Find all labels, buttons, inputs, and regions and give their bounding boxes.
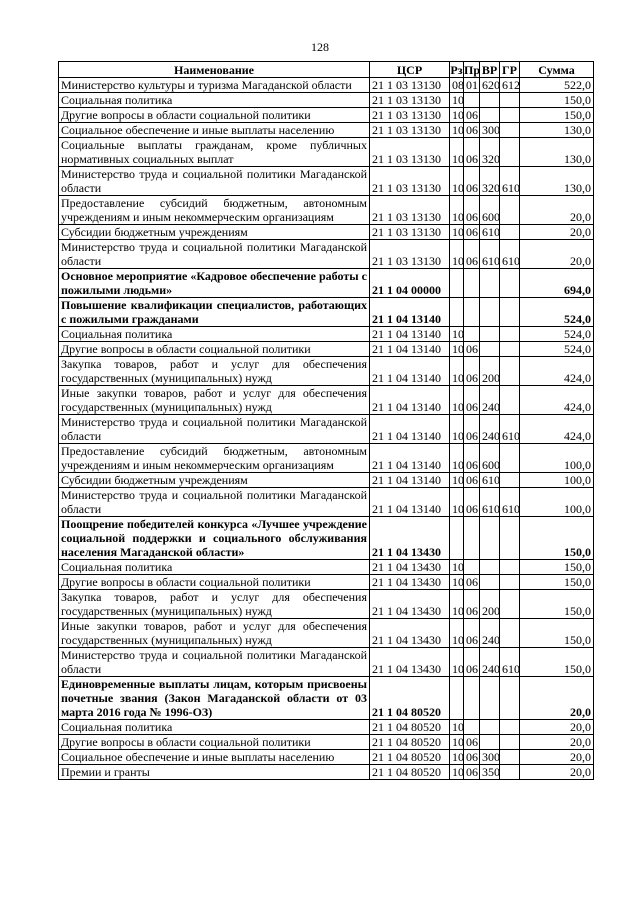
cell-gr [500, 342, 520, 357]
cell-sum: 150,0 [520, 648, 594, 677]
cell-pr [464, 327, 480, 342]
cell-pr: 06 [464, 108, 480, 123]
cell-gr [500, 575, 520, 590]
cell-pr [464, 93, 480, 108]
cell-name: Закупка товаров, работ и услуг для обеспечения государственных (муниципальных) нужд [59, 590, 370, 619]
cell-name: Социальная политика [59, 327, 370, 342]
cell-gr [500, 225, 520, 240]
cell-pr: 06 [464, 123, 480, 138]
cell-name: Другие вопросы в области социальной политики [59, 342, 370, 357]
cell-vr [480, 269, 500, 298]
cell-vr: 320 [480, 138, 500, 167]
cell-vr [480, 575, 500, 590]
cell-vr: 200 [480, 590, 500, 619]
cell-sum: 424,0 [520, 386, 594, 415]
table-row [59, 138, 594, 167]
cell-sum: 130,0 [520, 167, 594, 196]
cell-rz: 10 [450, 735, 464, 750]
cell-name: Повышение квалификации специалистов, работающих с пожилыми гражданами [59, 298, 370, 327]
cell-vr [480, 677, 500, 720]
cell-csr: 21 1 04 13430 [370, 648, 450, 677]
page-number: 128 [311, 40, 329, 54]
cell-rz: 10 [450, 444, 464, 473]
cell-vr: 200 [480, 357, 500, 386]
cell-gr [500, 619, 520, 648]
table-row [59, 78, 594, 93]
cell-name: Другие вопросы в области социальной политики [59, 735, 370, 750]
cell-pr: 06 [464, 415, 480, 444]
cell-rz: 10 [450, 108, 464, 123]
cell-name: Закупка товаров, работ и услуг для обеспечения государственных (муниципальных) нужд [59, 357, 370, 386]
cell-gr [500, 517, 520, 560]
cell-vr [480, 298, 500, 327]
cell-sum: 20,0 [520, 225, 594, 240]
cell-vr: 600 [480, 196, 500, 225]
cell-pr [464, 720, 480, 735]
header-csr: ЦСР [370, 62, 450, 78]
cell-pr: 01 [464, 78, 480, 93]
cell-gr [500, 750, 520, 765]
cell-name: Иные закупки товаров, работ и услуг для обеспечения государственных (муниципальных) нужд [59, 619, 370, 648]
header-rz: Рз [450, 62, 463, 77]
cell-sum: 150,0 [520, 517, 594, 560]
cell-pr [464, 298, 480, 327]
cell-vr: 300 [480, 123, 500, 138]
cell-csr: 21 1 04 13430 [370, 619, 450, 648]
cell-pr [464, 560, 480, 575]
cell-name: Министерство труда и социальной политики Магаданской области [59, 240, 370, 269]
table-row [59, 357, 594, 386]
table-row [59, 488, 594, 517]
cell-vr: 610 [480, 488, 500, 517]
header-sum: Сумма [520, 62, 594, 78]
cell-rz: 10 [450, 488, 464, 517]
cell-name: Социальные выплаты гражданам, кроме публичных нормативных социальных выплат [59, 138, 370, 167]
table-row [59, 590, 594, 619]
cell-sum: 20,0 [520, 677, 594, 720]
cell-rz: 10 [450, 720, 464, 735]
table-row [59, 298, 594, 327]
cell-sum: 20,0 [520, 196, 594, 225]
cell-sum: 524,0 [520, 327, 594, 342]
cell-csr: 21 1 04 13140 [370, 444, 450, 473]
cell-sum: 130,0 [520, 123, 594, 138]
cell-sum: 100,0 [520, 444, 594, 473]
header-name: Наименование [59, 62, 370, 78]
table-row [59, 196, 594, 225]
cell-pr [464, 677, 480, 720]
cell-gr [500, 123, 520, 138]
cell-sum: 522,0 [520, 78, 594, 93]
cell-pr: 06 [464, 386, 480, 415]
cell-rz: 10 [450, 415, 464, 444]
cell-rz: 10 [450, 357, 464, 386]
cell-name: Министерство труда и социальной политики Магаданской области [59, 488, 370, 517]
cell-pr: 06 [464, 357, 480, 386]
cell-csr: 21 1 04 13140 [370, 473, 450, 488]
cell-csr: 21 1 03 13130 [370, 225, 450, 240]
cell-rz [450, 298, 464, 327]
cell-vr [480, 342, 500, 357]
table-row [59, 415, 594, 444]
cell-gr [500, 357, 520, 386]
cell-pr: 06 [464, 225, 480, 240]
cell-vr: 610 [480, 473, 500, 488]
cell-gr [500, 473, 520, 488]
cell-rz: 08 [450, 78, 464, 93]
cell-pr: 06 [464, 196, 480, 225]
cell-sum: 100,0 [520, 488, 594, 517]
cell-pr [464, 269, 480, 298]
cell-rz: 10 [450, 225, 464, 240]
header-gr: ГР [500, 62, 520, 78]
cell-pr: 06 [464, 648, 480, 677]
cell-csr: 21 1 04 13140 [370, 386, 450, 415]
cell-vr [480, 735, 500, 750]
cell-sum: 20,0 [520, 720, 594, 735]
table-row [59, 444, 594, 473]
cell-sum: 694,0 [520, 269, 594, 298]
cell-gr [500, 560, 520, 575]
table-row [59, 327, 594, 342]
table-body [59, 78, 594, 780]
cell-sum: 100,0 [520, 473, 594, 488]
cell-vr: 320 [480, 167, 500, 196]
table-row [59, 648, 594, 677]
cell-sum: 150,0 [520, 590, 594, 619]
cell-csr: 21 1 03 13130 [370, 93, 450, 108]
cell-csr: 21 1 04 00000 [370, 269, 450, 298]
cell-pr: 06 [464, 619, 480, 648]
cell-csr: 21 1 03 13130 [370, 108, 450, 123]
cell-gr: 612 [500, 78, 520, 93]
cell-name: Другие вопросы в области социальной политики [59, 108, 370, 123]
table-header-row [59, 62, 594, 78]
cell-sum: 130,0 [520, 138, 594, 167]
table-row [59, 473, 594, 488]
cell-vr: 240 [480, 415, 500, 444]
cell-vr [480, 108, 500, 123]
cell-vr [480, 517, 500, 560]
cell-pr: 06 [464, 590, 480, 619]
cell-sum: 150,0 [520, 575, 594, 590]
table-row [59, 517, 594, 560]
cell-name: Министерство труда и социальной политики Магаданской области [59, 648, 370, 677]
cell-name: Социальная политика [59, 93, 370, 108]
cell-name: Министерство труда и социальной политики Магаданской области [59, 167, 370, 196]
cell-sum: 20,0 [520, 735, 594, 750]
cell-gr [500, 735, 520, 750]
cell-vr: 240 [480, 648, 500, 677]
budget-table [58, 61, 594, 780]
cell-rz: 10 [450, 123, 464, 138]
cell-rz: 10 [450, 327, 464, 342]
cell-rz [450, 517, 464, 560]
cell-sum: 20,0 [520, 240, 594, 269]
table-row [59, 123, 594, 138]
cell-rz [450, 677, 464, 720]
table-row [59, 750, 594, 765]
cell-pr: 06 [464, 138, 480, 167]
table-row [59, 108, 594, 123]
cell-gr [500, 590, 520, 619]
cell-csr: 21 1 03 13130 [370, 196, 450, 225]
cell-name: Субсидии бюджетным учреждениям [59, 225, 370, 240]
cell-gr: 610 [500, 648, 520, 677]
cell-name: Социальное обеспечение и иные выплаты населению [59, 750, 370, 765]
cell-rz: 10 [450, 575, 464, 590]
table-row [59, 735, 594, 750]
cell-csr: 21 1 04 13430 [370, 575, 450, 590]
cell-rz: 10 [450, 765, 464, 780]
cell-gr [500, 677, 520, 720]
cell-csr: 21 1 04 80520 [370, 677, 450, 720]
cell-gr [500, 108, 520, 123]
table-row [59, 677, 594, 720]
cell-gr: 610 [500, 415, 520, 444]
cell-vr: 620 [480, 78, 500, 93]
cell-name: Иные закупки товаров, работ и услуг для обеспечения государственных (муниципальных) нужд [59, 386, 370, 415]
cell-gr: 610 [500, 240, 520, 269]
cell-sum: 424,0 [520, 415, 594, 444]
table-row [59, 269, 594, 298]
cell-rz: 10 [450, 138, 464, 167]
cell-pr: 06 [464, 167, 480, 196]
cell-rz: 10 [450, 167, 464, 196]
cell-gr [500, 327, 520, 342]
cell-rz: 10 [450, 93, 464, 108]
cell-pr: 06 [464, 342, 480, 357]
cell-sum: 524,0 [520, 298, 594, 327]
cell-gr [500, 444, 520, 473]
cell-name: Социальная политика [59, 560, 370, 575]
cell-gr [500, 196, 520, 225]
cell-rz: 10 [450, 750, 464, 765]
cell-sum: 524,0 [520, 342, 594, 357]
cell-name: Основное мероприятие «Кадровое обеспечение работы с пожилыми людьми» [59, 269, 370, 298]
cell-rz: 10 [450, 386, 464, 415]
cell-csr: 21 1 03 13130 [370, 123, 450, 138]
cell-gr: 610 [500, 167, 520, 196]
cell-csr: 21 1 04 13430 [370, 590, 450, 619]
table-row [59, 560, 594, 575]
cell-pr: 06 [464, 765, 480, 780]
cell-csr: 21 1 04 13140 [370, 298, 450, 327]
cell-csr: 21 1 04 13430 [370, 517, 450, 560]
table-row [59, 342, 594, 357]
cell-rz: 10 [450, 560, 464, 575]
cell-csr: 21 1 04 13140 [370, 357, 450, 386]
cell-name: Другие вопросы в области социальной политики [59, 575, 370, 590]
table-row [59, 619, 594, 648]
cell-sum: 150,0 [520, 560, 594, 575]
cell-csr: 21 1 04 80520 [370, 750, 450, 765]
cell-sum: 150,0 [520, 108, 594, 123]
cell-pr: 06 [464, 240, 480, 269]
cell-rz: 10 [450, 590, 464, 619]
cell-rz: 10 [450, 473, 464, 488]
cell-rz: 10 [450, 648, 464, 677]
cell-csr: 21 1 03 13130 [370, 78, 450, 93]
cell-pr [464, 517, 480, 560]
cell-vr: 240 [480, 386, 500, 415]
cell-vr [480, 327, 500, 342]
cell-name: Поощрение победителей конкурса «Лучшее учреждение социальной поддержки и социального обслуживания населения Магаданской области» [59, 517, 370, 560]
cell-name: Предоставление субсидий бюджетным, автономным учреждениям и иным некоммерческим организациям [59, 444, 370, 473]
cell-pr: 06 [464, 473, 480, 488]
table-row [59, 93, 594, 108]
cell-csr: 21 1 04 80520 [370, 765, 450, 780]
cell-name: Министерство культуры и туризма Магаданской области [59, 78, 370, 93]
cell-rz: 10 [450, 196, 464, 225]
cell-csr: 21 1 04 13140 [370, 488, 450, 517]
cell-rz: 10 [450, 342, 464, 357]
cell-vr: 610 [480, 240, 500, 269]
table-row [59, 167, 594, 196]
header-vr: ВР [480, 62, 500, 78]
cell-sum: 20,0 [520, 750, 594, 765]
cell-pr: 06 [464, 735, 480, 750]
cell-pr: 06 [464, 750, 480, 765]
cell-name: Премии и гранты [59, 765, 370, 780]
cell-csr: 21 1 04 13140 [370, 327, 450, 342]
cell-vr: 300 [480, 750, 500, 765]
cell-csr: 21 1 04 80520 [370, 735, 450, 750]
cell-gr [500, 386, 520, 415]
cell-vr: 350 [480, 765, 500, 780]
cell-csr: 21 1 04 13140 [370, 415, 450, 444]
cell-pr: 06 [464, 444, 480, 473]
cell-name: Социальная политика [59, 720, 370, 735]
cell-name: Единовременные выплаты лицам, которым присвоены почетные звания (Закон Магаданской области от 03 марта 2016 года № 1996-ОЗ) [59, 677, 370, 720]
cell-sum: 150,0 [520, 93, 594, 108]
cell-vr: 610 [480, 225, 500, 240]
cell-gr: 610 [500, 488, 520, 517]
cell-csr: 21 1 04 80520 [370, 720, 450, 735]
table-row [59, 240, 594, 269]
cell-csr: 21 1 03 13130 [370, 167, 450, 196]
cell-name: Субсидии бюджетным учреждениям [59, 473, 370, 488]
cell-rz: 10 [450, 619, 464, 648]
cell-vr: 240 [480, 619, 500, 648]
cell-name: Министерство труда и социальной политики Магаданской области [59, 415, 370, 444]
cell-sum: 424,0 [520, 357, 594, 386]
cell-gr [500, 269, 520, 298]
cell-csr: 21 1 04 13430 [370, 560, 450, 575]
table-row [59, 386, 594, 415]
cell-csr: 21 1 04 13140 [370, 342, 450, 357]
table-row [59, 225, 594, 240]
cell-csr: 21 1 03 13130 [370, 138, 450, 167]
cell-sum: 20,0 [520, 765, 594, 780]
cell-pr: 06 [464, 488, 480, 517]
cell-gr [500, 93, 520, 108]
cell-gr [500, 298, 520, 327]
table-row [59, 765, 594, 780]
header-pr: Пр [464, 62, 481, 77]
cell-gr [500, 765, 520, 780]
cell-name: Предоставление субсидий бюджетным, автономным учреждениям и иным некоммерческим организациям [59, 196, 370, 225]
cell-gr [500, 138, 520, 167]
cell-vr [480, 560, 500, 575]
cell-sum: 150,0 [520, 619, 594, 648]
table-row [59, 575, 594, 590]
cell-pr: 06 [464, 575, 480, 590]
table-row [59, 720, 594, 735]
cell-vr [480, 720, 500, 735]
cell-csr: 21 1 03 13130 [370, 240, 450, 269]
cell-gr [500, 720, 520, 735]
cell-vr [480, 93, 500, 108]
cell-name: Социальное обеспечение и иные выплаты населению [59, 123, 370, 138]
cell-vr: 600 [480, 444, 500, 473]
cell-rz [450, 269, 464, 298]
cell-rz: 10 [450, 240, 464, 269]
